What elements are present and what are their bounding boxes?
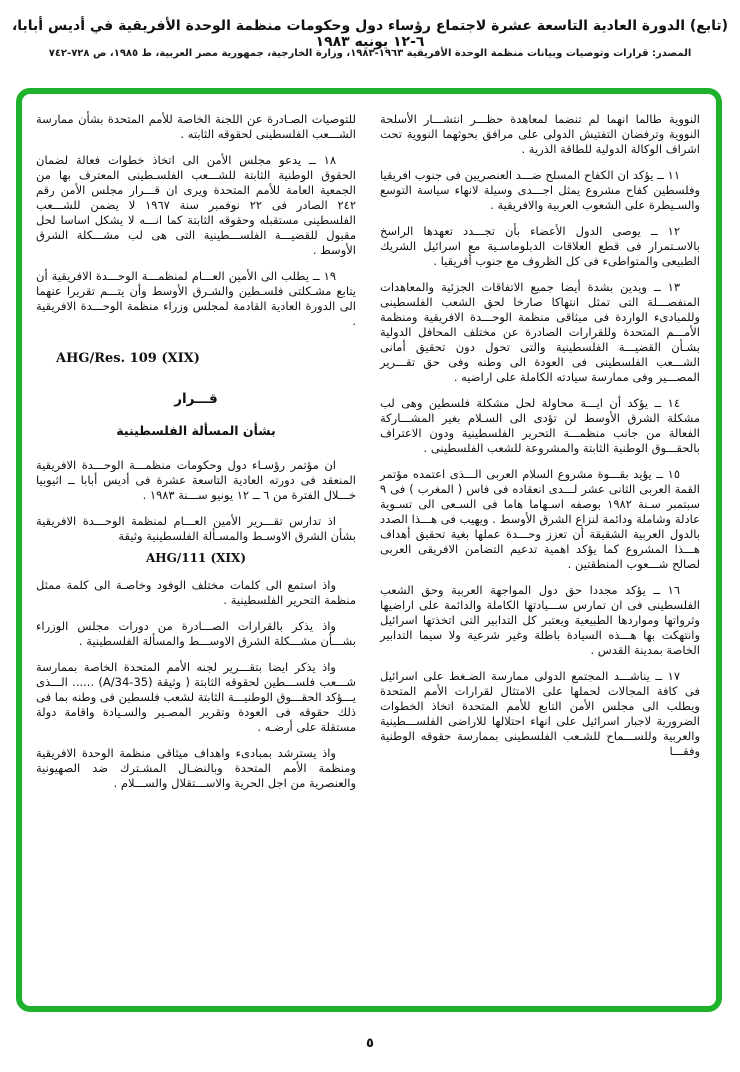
paragraph-16: ١٦ ــ يؤكد مجددا حق دول المواجهة العربية وحق الشعب الفلسطينى فى ان تمارس ســـيادتها الكاملة والدائمة على اراضيها وثرواتها ومواردها الطبيعية ويعتبر كل التدابير التى اتخذتها اسرائيل وانتهكت بها هـــذه السيادة باطلة وغير شرعية ولا سيما التدابير الخاصة بمدينة القدس . (380, 583, 700, 657)
resolution-reference: AHG/Res. 109 (XIX) (56, 351, 200, 366)
column-right (380, 112, 700, 996)
resolution-clause: واذ استمع الى كلمات مختلف الوفود وخاصـة الى كلمة ممثل منظمة التحرير الفلسطينية . (36, 578, 356, 607)
paragraph-12: ١٢ ــ يوصى الدول الأعضاء بأن تجـــدد تعهدها الراسخ بالاسـتمرار فى قطع العلاقات الدبلوماسـية مع اسرائيل الشريك الطبيعى والمتواطىء فى كل الظروف مع جنوب أفريقيا . (380, 224, 700, 268)
paragraph-18: ١٨ ــ يدعو مجلس الأمن الى اتخاذ خطوات فعالة لضمان الحقوق الوطنية الثابتة للشـــعب الفلسـطينى المعترف بها من الجمعية العامة للأمم المتحدة ويرى ان قـــرار مجلس الأمن رقم ٢٤٢ الصادر فى ٢٢ نوفمبر سنة ١٩٦٧ لا يضمن للشـــعب الفلسطينى مستقبله وحقوقه الثابتة كما انـــه لا يشكل اساسا لحل مقبول للقضيـــة الفلســـطينية التى هى لب مشـــكلة الشرق الأوسط . (36, 153, 356, 257)
paragraph-continuation: للتوصيات الصـادرة عن اللجنة الخاصة للأمم المتحدة بشأن ممارسة الشـــعب الفلسطينى لحقوقه الثابته . (36, 112, 356, 141)
paragraph-11: ١١ ــ يؤكد ان الكفاح المسلح ضـــد العنصريين فى جنوب افريقيا وفلسطين كفاح مشروع يمثل اجـــدى وسيلة لانهاء سياسة التوسع والسـيطرة على الشعوب العربية والافريقية . (380, 168, 700, 212)
page-number: ٥ (366, 1036, 374, 1051)
paragraph-15: ١٥ ــ يؤيد بقـــوة مشروع السلام العربى الـــذى اعتمده مؤتمر القمة العربى الثانى عشر لـــدى انعقاده فى فاس ( المغرب ) فى ٩ سبتمبر سـنة ١٩٨٢ بوصفه اسـهاما هاما فى السـعى الى تسـوية عادلة وشاملة ودائمة لنزاع الشرق الأوسط . ويهيب فى هـــذا الصدد بالدول العربية الشقيقة أن تعزز وحـــدة عملها بغية تحقيق أهداف هـــذا المشروع كما يؤكد اهمية تدعيم التضامن الافريقى العربى لصالح شـــعوب المنطقتين . (380, 467, 700, 571)
header-source-line: المصدر: قرارات وتوصيات وبيانات منظمة الوحدة الأفريقية ١٩٦٣-١٩٨٣، وزارة الخارجية، جمهورية مصر العربية، ط ١٩٨٥، ص ٧٢٨-٧٤٢ (48, 48, 692, 59)
content-frame (16, 88, 722, 1012)
resolution-heading: قـــرار (174, 391, 218, 407)
paragraph-13: ١٣ ــ ويدين بشدة أيضا جميع الاتفاقات الجزئية والمعاهدات المنفصـــلة التى تمثل انتهاكا صارخا لحق الشعب الفلسطينى وللمبادىء الواردة فى ميثاقى منظمة الوحـــدة الافريقية ومنظمة الأمـــم المتحدة وللقرارات الصادرة عن مختلف المحافل الدولية بشـأن القضيـــة الفلسطينية والتى تحول دون تحقيق أمانى الشـــعب الفلسطينى فى العودة الى وطنه وفى حق تقـــرير المصـــير وفى ممارسة سيادته الكاملة على اراضيه . (380, 280, 700, 384)
resolution-clause: واذ يسترشد بمبادىء واهداف ميثاقى منظمة الوحدة الافريقية ومنظمة الأمم المتحدة وبالنضـال المشـترك ضد الصهيونية والعنصرية من اجل الحرية والاســـتقلال والســـلام . (36, 746, 356, 790)
resolution-preamble: ان مؤتمر رؤسـاء دول وحكومات منظمـــة الوحـــدة الافريقية المنعقد فى دورته العادية التاسعة عشرة فى أديس أبابا ــ اثيوبيا خـــلال الفترة من ٦ ــ ١٢ يونيو ســـنة ١٩٨٣ . (36, 458, 356, 502)
paragraph-14: ١٤ ــ يؤكد أن ايـــة محاولة لحل مشكلة فلسطين وهى لب مشكلة الشرق الأوسط لن تؤدى الى السـلام بغير المشـــاركة الفعالة من جانب منظمـــة التحرير الفلسطينية ودون الاعتراف بالحقـــوق الوطنية الثابتة والمشروعة للشعب الفلسطينى . (380, 396, 700, 455)
document-reference-line: AHG/111 (XIX) (145, 551, 247, 565)
resolution-considering: اذ تدارس تقـــرير الأمين العـــام لمنظمة الوحـــدة الافريقية بشأن الشرق الاوسـط والمسـألة الفلسطينية وثيقة (36, 514, 356, 543)
paragraph-continuation: النووية طالما انهما لم تنضما لمعاهدة حظـــر انتشـــار الأسلحة النووية وترفضان التفتيش الدولى على مرافق بحوثهما النووية تحت اشراف الوكالة الدولية للطاقة الذرية . (380, 112, 700, 156)
resolution-clause: واذ يذكر بالقرارات الصـــادرة من دورات مجلس الوزراء بشـــأن مشـــكلة الشرق الاوســـط والمسألة الفلسطينية . (36, 619, 356, 648)
resolution-subheading: بشأن المسألة الفلسطينية (116, 423, 276, 438)
paragraph-19: ١٩ ــ يطلب الى الأمين العـــام لمنظمـــة الوحـــدة الافريقية أن يتابع مشـكلتى فلسـطين والشـرق الأوسط وأن يتـــم تقريرا عنهما الى الدورة العادية القادمة لمجلس وزراء منظمة الوحـــدة الافريقية . (36, 269, 356, 328)
resolution-clause: واذ يذكر ايضا بتقـــرير لجنه الأمم المتحدة الخاصة بممارسة شـــعب فلســـطين لحقوقه الثابتة ( وثيقة (A/34-35) ...... الـــذى يـــؤكد الحقـــوق الوطنيـــة الثابتة لشعب فلسطين فى وطنه بما فى ذلك حقوقه فى العودة وتقرير المصـير والسـيادة واقامة دولة مستقلة على أرضـه . (36, 660, 356, 734)
column-left (36, 112, 356, 996)
header-title: (تابع) الدورة العادية التاسعة عشرة لاجتماع رؤساء دول وحكومات منظمة الوحدة الأفريقية في أديس أبابا، ٦-١٢ يونيه ١٩٨٣ (11, 18, 729, 50)
paragraph-17: ١٧ ــ يناشـــد المجتمع الدولى ممارسة الضـغط على اسرائيل فى كافة المجالات لحملها على الامتثال لقرارات الأمم المتحدة ويطلب الى مجلس الأمن التابع للأمم المتحدة اتخاذ الخطوات الضرورية لاجبار اسرائيل على انهاء احتلالها للاراضى الفلســـطينية والعربية وللســـماح للشـعب الفلسطينى بممارسة حقوقه الوطنية وفقـــا (380, 669, 700, 758)
